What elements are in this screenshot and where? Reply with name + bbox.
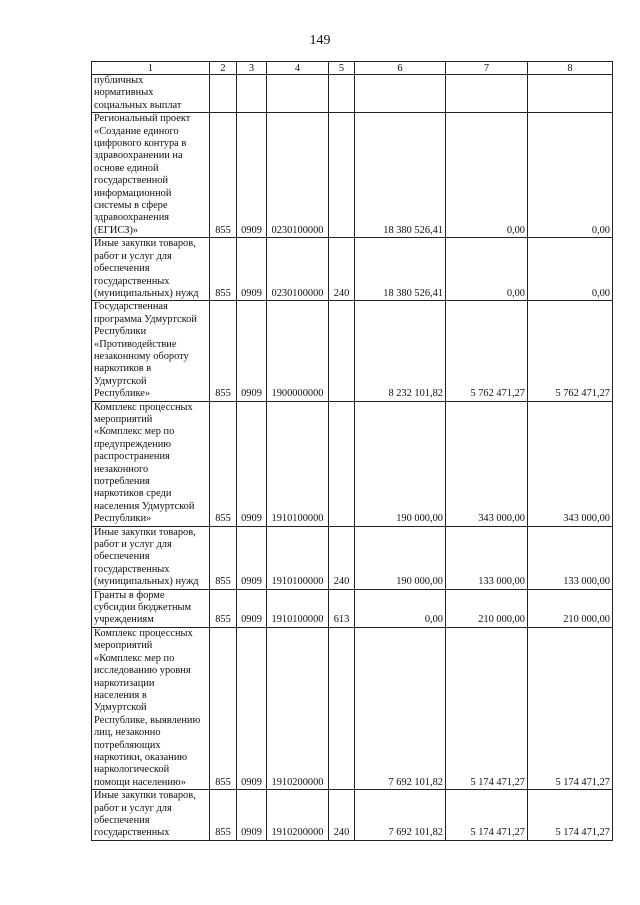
expense-type: 613 xyxy=(329,589,355,627)
ministry-code: 855 xyxy=(210,238,237,301)
row-name: Комплекс процессных мероприятий «Комплекс мер по исследованию уровня наркотизации населения в Удмуртской Республике, выявлению лиц, незаконно потребляющих наркотики, оказанию наркологической помощи населению» xyxy=(92,627,210,789)
section-code: 0909 xyxy=(237,790,267,841)
row-name: Иные закупки товаров, работ и услуг для обеспечения государственных (муниципальных) нужд xyxy=(92,526,210,589)
expense-type xyxy=(329,627,355,789)
amount-col-6 xyxy=(355,75,446,113)
header-col-5: 5 xyxy=(329,62,355,75)
row-name: Региональный проект «Создание единого цифрового контура в здравоохранении на основе единой государственной информационной системы в сфере здравоохранения (ЕГИСЗ)» xyxy=(92,113,210,238)
table-row xyxy=(92,401,613,526)
expense-type xyxy=(329,401,355,526)
target-article: 1910100000 xyxy=(267,401,329,526)
table-row xyxy=(92,113,613,238)
amount-col-7: 5 762 471,27 xyxy=(446,301,528,401)
section-code: 0909 xyxy=(237,301,267,401)
section-code: 0909 xyxy=(237,627,267,789)
amount-col-8: 210 000,00 xyxy=(528,589,613,627)
header-row xyxy=(92,62,613,75)
target-article: 1910200000 xyxy=(267,627,329,789)
target-article: 1910200000 xyxy=(267,790,329,841)
section-code: 0909 xyxy=(237,401,267,526)
expense-type: 240 xyxy=(329,238,355,301)
row-name: Государственная программа Удмуртской Республики «Противодействие незаконному обороту наркотиков в Удмуртской Республике» xyxy=(92,301,210,401)
expense-type xyxy=(329,75,355,113)
row-name: Иные закупки товаров, работ и услуг для обеспечения государственных (муниципальных) нужд xyxy=(92,238,210,301)
target-article: 1910100000 xyxy=(267,526,329,589)
amount-col-7: 343 000,00 xyxy=(446,401,528,526)
amount-col-7: 0,00 xyxy=(446,238,528,301)
amount-col-7: 210 000,00 xyxy=(446,589,528,627)
target-article: 0230100000 xyxy=(267,238,329,301)
amount-col-8: 343 000,00 xyxy=(528,401,613,526)
table-row xyxy=(92,589,613,627)
section-code: 0909 xyxy=(237,238,267,301)
expense-type xyxy=(329,301,355,401)
row-name: Комплекс процессных мероприятий «Комплекс мер по предупреждению распространения незаконного потребления наркотиков среди населения Удмуртской Республики» xyxy=(92,401,210,526)
amount-col-7: 133 000,00 xyxy=(446,526,528,589)
table-row xyxy=(92,238,613,301)
amount-col-8: 5 174 471,27 xyxy=(528,790,613,841)
amount-col-7 xyxy=(446,75,528,113)
amount-col-6: 18 380 526,41 xyxy=(355,113,446,238)
amount-col-6: 7 692 101,82 xyxy=(355,627,446,789)
ministry-code: 855 xyxy=(210,589,237,627)
target-article: 1900000000 xyxy=(267,301,329,401)
ministry-code: 855 xyxy=(210,113,237,238)
header-col-6: 6 xyxy=(355,62,446,75)
table-row xyxy=(92,790,613,841)
amount-col-8: 0,00 xyxy=(528,113,613,238)
expense-type xyxy=(329,113,355,238)
amount-col-6: 8 232 101,82 xyxy=(355,301,446,401)
header-col-3: 3 xyxy=(237,62,267,75)
page-number: 149 xyxy=(309,33,331,48)
amount-col-6: 0,00 xyxy=(355,589,446,627)
amount-col-8: 5 762 471,27 xyxy=(528,301,613,401)
amount-col-8: 0,00 xyxy=(528,238,613,301)
expense-type: 240 xyxy=(329,526,355,589)
table-row xyxy=(92,526,613,589)
header-col-8: 8 xyxy=(528,62,613,75)
row-name: Гранты в форме субсидии бюджетным учреждениям xyxy=(92,589,210,627)
target-article: 0230100000 xyxy=(267,113,329,238)
amount-col-7: 0,00 xyxy=(446,113,528,238)
amount-col-6: 190 000,00 xyxy=(355,526,446,589)
header-col-1: 1 xyxy=(92,62,210,75)
header-col-2: 2 xyxy=(210,62,237,75)
table-row xyxy=(92,75,613,113)
ministry-code: 855 xyxy=(210,526,237,589)
amount-col-6: 190 000,00 xyxy=(355,401,446,526)
amount-col-8: 133 000,00 xyxy=(528,526,613,589)
table-row xyxy=(92,301,613,401)
section-code: 0909 xyxy=(237,113,267,238)
section-code: 0909 xyxy=(237,589,267,627)
budget-table xyxy=(91,61,613,841)
ministry-code: 855 xyxy=(210,401,237,526)
amount-col-7: 5 174 471,27 xyxy=(446,790,528,841)
expense-type: 240 xyxy=(329,790,355,841)
header-col-4: 4 xyxy=(267,62,329,75)
amount-col-6: 7 692 101,82 xyxy=(355,790,446,841)
section-code: 0909 xyxy=(237,526,267,589)
ministry-code: 855 xyxy=(210,790,237,841)
target-article: 1910100000 xyxy=(267,589,329,627)
row-name: публичных нормативных социальных выплат xyxy=(92,75,210,113)
ministry-code: 855 xyxy=(210,627,237,789)
amount-col-7: 5 174 471,27 xyxy=(446,627,528,789)
amount-col-8: 5 174 471,27 xyxy=(528,627,613,789)
amount-col-6: 18 380 526,41 xyxy=(355,238,446,301)
table-row xyxy=(92,627,613,789)
header-col-7: 7 xyxy=(446,62,528,75)
target-article xyxy=(267,75,329,113)
ministry-code: 855 xyxy=(210,301,237,401)
amount-col-8 xyxy=(528,75,613,113)
section-code xyxy=(237,75,267,113)
ministry-code xyxy=(210,75,237,113)
row-name: Иные закупки товаров, работ и услуг для обеспечения государственных xyxy=(92,790,210,841)
